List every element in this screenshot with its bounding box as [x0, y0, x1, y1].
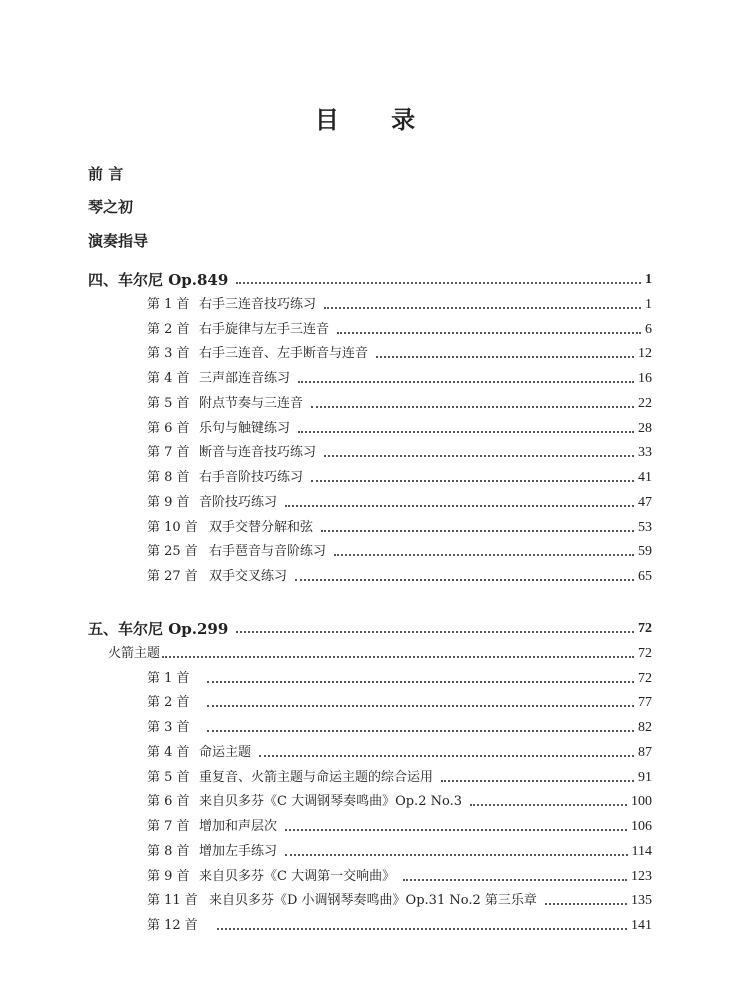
entry-title: 来自贝多芬《C 大调钢琴奏鸣曲》Op.2 No.3 — [199, 794, 462, 809]
entry-number: 第 5 首 — [147, 396, 190, 411]
entry-number: 第 3 首 — [147, 720, 190, 735]
page-number: 12 — [638, 346, 652, 361]
page-number: 106 — [631, 819, 652, 834]
page-number: 65 — [638, 569, 652, 584]
entry-title: 来自贝多芬《D 小调钢琴奏鸣曲》Op.31 No.2 第三乐章 — [209, 893, 537, 908]
toc-entry[interactable] — [147, 444, 652, 462]
dot-leader — [298, 381, 634, 383]
page-number: 100 — [631, 794, 652, 809]
entry-title: 双手交替分解和弦 — [209, 520, 314, 535]
toc-entry[interactable] — [147, 370, 652, 388]
dot-leader — [334, 554, 634, 556]
entry-number: 第 1 首 — [147, 297, 190, 312]
dot-leader — [545, 903, 627, 905]
page-number: 16 — [638, 371, 652, 386]
entry-title: 来自贝多芬《C 大调第一交响曲》 — [199, 869, 396, 884]
dot-leader — [285, 854, 628, 856]
entry-title: 增加和声层次 — [199, 819, 278, 834]
toc-entry[interactable] — [147, 670, 652, 688]
entry-number: 第 11 首 — [147, 893, 198, 908]
toc-front-preface[interactable]: 前 言 — [88, 165, 124, 183]
page-number: 77 — [638, 695, 652, 710]
page-number: 22 — [638, 396, 652, 411]
toc-entry[interactable] — [147, 744, 652, 762]
dot-leader — [236, 631, 634, 633]
entry-title: 音阶技巧练习 — [199, 495, 278, 510]
dot-leader — [207, 681, 634, 683]
entry-title: 三声部连音练习 — [199, 371, 291, 386]
section-title: 五、车尔尼 Op.299 — [88, 620, 229, 638]
toc-entry[interactable] — [147, 568, 652, 586]
entry-number: 第 4 首 — [147, 745, 190, 760]
page-number: 123 — [631, 869, 652, 884]
dot-leader — [236, 282, 641, 284]
dot-leader — [324, 455, 634, 457]
page-number: 82 — [638, 720, 652, 735]
dot-leader — [217, 928, 627, 930]
dot-leader — [207, 705, 634, 707]
entry-number: 第 4 首 — [147, 371, 190, 386]
entry-number: 第 6 首 — [147, 794, 190, 809]
entry-number: 第 8 首 — [147, 470, 190, 485]
dot-leader — [311, 406, 634, 408]
toc-section[interactable] — [88, 271, 652, 289]
entry-title: 右手琶音与音阶练习 — [209, 544, 327, 559]
page-number: 87 — [638, 745, 652, 760]
page-number: 72 — [638, 621, 652, 636]
dot-leader — [298, 431, 634, 433]
toc-entry[interactable] — [147, 420, 652, 438]
page-number: 33 — [638, 445, 652, 460]
page-number: 91 — [638, 770, 652, 785]
entry-title: 断音与连音技巧练习 — [199, 445, 317, 460]
page-number: 72 — [638, 671, 652, 686]
dot-leader — [311, 480, 634, 482]
toc-front-intro[interactable]: 琴之初 — [88, 198, 134, 216]
dot-leader — [285, 505, 634, 507]
section-title: 四、车尔尼 Op.849 — [88, 271, 229, 289]
entry-number: 第 6 首 — [147, 421, 190, 436]
toc-entry[interactable] — [147, 868, 652, 886]
entry-number: 第 10 首 — [147, 520, 198, 535]
toc-entry[interactable] — [147, 694, 652, 712]
page-number: 59 — [638, 544, 652, 559]
entry-title: 右手三连音技巧练习 — [199, 297, 317, 312]
toc-entry[interactable] — [147, 917, 652, 935]
entry-title: 右手三连音、左手断音与连音 — [199, 346, 369, 361]
entry-title: 附点节奏与三连音 — [199, 396, 304, 411]
toc-entry[interactable] — [147, 296, 652, 314]
toc-entry[interactable] — [147, 818, 652, 836]
dot-leader — [441, 780, 634, 782]
toc-entry[interactable] — [147, 719, 652, 737]
toc-section[interactable] — [88, 620, 652, 638]
page-number: 41 — [638, 470, 652, 485]
page-number: 53 — [638, 520, 652, 535]
entry-title: 重复音、火箭主题与命运主题的综合运用 — [199, 770, 434, 785]
toc-front-guide[interactable]: 演奏指导 — [88, 232, 149, 250]
toc-entry[interactable] — [147, 321, 652, 339]
toc-entry[interactable] — [147, 892, 652, 910]
page-number: 141 — [631, 918, 652, 933]
page-number: 47 — [638, 495, 652, 510]
entry-number: 第 2 首 — [147, 322, 190, 337]
dot-leader — [162, 656, 634, 658]
entry-number: 第 27 首 — [147, 569, 198, 584]
entry-title: 增加左手练习 — [199, 844, 278, 859]
toc-entry[interactable] — [147, 519, 652, 537]
page-number: 72 — [638, 646, 652, 661]
dot-leader — [295, 579, 634, 581]
dot-leader — [403, 879, 627, 881]
dot-leader — [207, 730, 634, 732]
entry-number: 第 1 首 — [147, 671, 190, 686]
page-number: 135 — [631, 893, 652, 908]
dot-leader — [324, 307, 641, 309]
entry-title: 双手交叉练习 — [209, 569, 288, 584]
entry-number: 第 7 首 — [147, 445, 190, 460]
toc-entry[interactable] — [108, 645, 652, 663]
dot-leader — [285, 829, 627, 831]
toc-entry[interactable] — [147, 395, 652, 413]
toc-entry[interactable] — [147, 769, 652, 787]
page-number: 6 — [645, 322, 652, 337]
entry-number: 第 7 首 — [147, 819, 190, 834]
toc-entry[interactable] — [147, 543, 652, 561]
toc-entry[interactable] — [147, 843, 652, 861]
page-title: 目 录 — [314, 105, 438, 134]
entry-title: 火箭主题 — [108, 646, 161, 661]
page-number: 28 — [638, 421, 652, 436]
entry-number: 第 12 首 — [147, 918, 198, 933]
dot-leader — [321, 530, 634, 532]
entry-number: 第 25 首 — [147, 544, 198, 559]
entry-number: 第 2 首 — [147, 695, 190, 710]
dot-leader — [376, 356, 634, 358]
page-number: 114 — [631, 844, 652, 859]
page-number: 1 — [645, 297, 652, 312]
entry-title: 右手音阶技巧练习 — [199, 470, 304, 485]
dot-leader — [470, 804, 627, 806]
entry-number: 第 5 首 — [147, 770, 190, 785]
entry-number: 第 9 首 — [147, 869, 190, 884]
entry-number: 第 8 首 — [147, 844, 190, 859]
entry-title: 乐句与触键练习 — [199, 421, 291, 436]
entry-number: 第 9 首 — [147, 495, 190, 510]
toc-entry[interactable] — [147, 469, 652, 487]
toc-entry[interactable] — [147, 494, 652, 512]
dot-leader — [337, 332, 641, 334]
page-number: 1 — [645, 272, 652, 287]
entry-title: 命运主题 — [199, 745, 252, 760]
toc-entry[interactable] — [147, 345, 652, 363]
entry-number: 第 3 首 — [147, 346, 190, 361]
entry-title: 右手旋律与左手三连音 — [199, 322, 330, 337]
toc-entry[interactable] — [147, 793, 652, 811]
dot-leader — [259, 755, 634, 757]
